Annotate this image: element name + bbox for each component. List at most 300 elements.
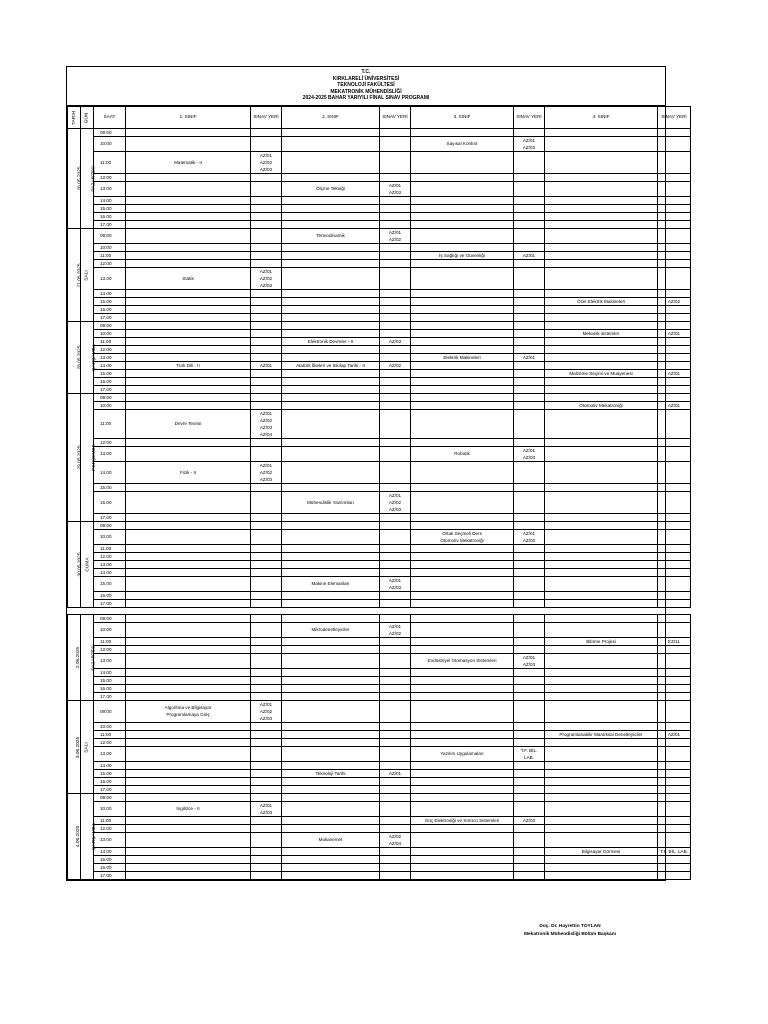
room-cell-class-3 [514,568,545,576]
course-cell-class-3 [411,128,514,136]
room-cell-class-1 [251,738,282,746]
course-cell-class-3 [411,337,514,345]
schedule-row [68,446,691,461]
course-cell-class-2 [282,259,380,267]
course-cell-class-1 [126,297,251,305]
schedule-row [68,614,691,622]
course-cell-class-2 [282,377,380,385]
course-cell-class-3 [411,824,514,832]
schedule-row [68,267,691,289]
room-cell-class-4 [658,599,691,607]
course-cell-class-1 [126,289,251,297]
schedule-row [68,700,691,722]
room-cell-class-3 [514,599,545,607]
room-cell-class-4 [658,568,691,576]
room-cell-class-3: T.F. BİL. LAB. [514,746,545,761]
schedule-row [68,212,691,220]
course-cell-class-1 [126,855,251,863]
time-cell: 17.00 [94,785,126,793]
course-cell-class-2 [282,560,380,568]
room-cell-class-1 [251,337,282,345]
room-cell-class-4 [658,769,691,777]
room-cell-class-1 [251,513,282,521]
room-cell-class-3 [514,393,545,401]
course-cell-class-1 [126,228,251,243]
time-cell: 10:00 [94,243,126,251]
room-cell-class-4 [658,684,691,692]
course-cell-class-3 [411,847,514,855]
room-cell-class-1 [251,599,282,607]
room-cell-class-2: AZ/03 [380,337,411,345]
time-cell: 14.00 [94,761,126,769]
schedule-row [68,871,691,879]
room-cell-class-3 [514,313,545,321]
signature-name: Doç. Dr. Hayrettin TOYLAN [539,924,601,929]
schedule-table [67,106,691,880]
course-cell-class-2 [282,816,380,824]
room-cell-class-2 [380,653,411,668]
room-cell-class-4 [658,228,691,243]
time-cell: 17.00 [94,692,126,700]
room-cell-class-2 [380,684,411,692]
time-cell: 09:00 [94,614,126,622]
course-cell-class-4 [545,259,658,267]
room-cell-class-2 [380,313,411,321]
schedule-row [68,401,691,409]
date-text: 4.06.2025 [76,825,82,848]
course-cell-class-4 [545,761,658,769]
room-cell-class-2 [380,446,411,461]
course-cell-class-1 [126,832,251,847]
room-cell-class-2 [380,692,411,700]
time-cell: 12.00 [94,552,126,560]
room-cell-class-1 [251,220,282,228]
column-header-room: SINAV YERİ [514,106,545,128]
room-cell-class-4: AZ/01 [658,369,691,377]
room-cell-class-3 [514,560,545,568]
time-cell: 09:00 [94,700,126,722]
room-cell-class-4 [658,722,691,730]
course-cell-class-3: Endüstriyel Otomasyon Sistemleri [411,653,514,668]
course-cell-class-2 [282,461,380,483]
column-header-class-2: 2. SINIF [282,106,380,128]
course-cell-class-3: İş Sağlığı ve Güvenliği [411,251,514,259]
date-cell [68,393,81,521]
course-cell-class-1 [126,599,251,607]
room-cell-class-3: AZ/01 AZ/03 [514,529,545,544]
course-cell-class-2 [282,653,380,668]
course-cell-class-3 [411,345,514,353]
time-cell: 16.00 [94,684,126,692]
course-cell-class-1 [126,871,251,879]
time-cell: 10:00 [94,401,126,409]
room-cell-class-1 [251,297,282,305]
course-cell-class-3 [411,438,514,446]
room-cell-class-1 [251,684,282,692]
room-cell-class-4 [658,337,691,345]
course-cell-class-4 [545,385,658,393]
course-cell-class-3 [411,676,514,684]
course-cell-class-3 [411,228,514,243]
schedule-row [68,801,691,816]
course-cell-class-4: Özel Elektrik Makineleri [545,297,658,305]
course-cell-class-2 [282,289,380,297]
room-cell-class-4 [658,377,691,385]
room-cell-class-3 [514,700,545,722]
time-cell: 17.00 [94,220,126,228]
room-cell-class-4 [658,832,691,847]
course-cell-class-3 [411,220,514,228]
room-cell-class-1 [251,560,282,568]
room-cell-class-4 [658,136,691,151]
time-cell: 13.00 [94,560,126,568]
room-cell-class-1 [251,385,282,393]
room-cell-class-1 [251,251,282,259]
room-cell-class-4 [658,409,691,438]
room-cell-class-3 [514,377,545,385]
time-cell: 14.00 [94,289,126,297]
header-line: 2024-2025 BAHAR YARIYILI FİNAL SINAV PROGRAMI [302,95,430,101]
course-cell-class-3 [411,521,514,529]
room-cell-class-4 [658,128,691,136]
course-cell-class-2 [282,529,380,544]
schedule-row [68,832,691,847]
room-cell-class-2 [380,645,411,653]
course-cell-class-3 [411,204,514,212]
schedule-row [68,289,691,297]
room-cell-class-3 [514,491,545,513]
schedule-row [68,353,691,361]
room-cell-class-1 [251,761,282,769]
course-cell-class-4 [545,544,658,552]
room-cell-class-4: T.F. BİL. LAB. [658,847,691,855]
course-cell-class-4 [545,305,658,313]
schedule-row [68,128,691,136]
course-cell-class-1: İngilizce - II [126,801,251,816]
date-text: 28.05.2025 [77,345,83,370]
room-cell-class-2: AZ/01 AZ/02 [380,622,411,637]
room-cell-class-2 [380,847,411,855]
schedule-row [68,863,691,871]
column-header-room: SINAV YERİ [251,106,282,128]
course-cell-class-4 [545,220,658,228]
course-cell-class-3 [411,801,514,816]
time-cell: 16.00 [94,491,126,513]
course-cell-class-3 [411,401,514,409]
course-cell-class-1 [126,305,251,313]
room-cell-class-2 [380,668,411,676]
room-cell-class-2 [380,746,411,761]
course-cell-class-4 [545,576,658,591]
room-cell-class-2 [380,212,411,220]
course-cell-class-4 [545,785,658,793]
room-cell-class-3 [514,513,545,521]
time-cell: 11:00 [94,251,126,259]
column-header-date: TARİH [68,106,81,128]
room-cell-class-1: AZ/01 AZ/02 AZ/03 [251,461,282,483]
room-cell-class-4 [658,212,691,220]
time-cell: 11:00 [94,637,126,645]
course-cell-class-4 [545,622,658,637]
schedule-row [68,181,691,196]
room-cell-class-4 [658,560,691,568]
room-cell-class-3 [514,483,545,491]
time-cell: 12:00 [94,738,126,746]
course-cell-class-3 [411,855,514,863]
course-cell-class-4 [545,676,658,684]
room-cell-class-3 [514,738,545,746]
time-cell: 16.00 [94,305,126,313]
room-cell-class-4: EZ/11 [658,637,691,645]
room-cell-class-1: AZ/01 AZ/02 AZ/03 [251,151,282,173]
course-cell-class-3 [411,393,514,401]
schedule-row [68,599,691,607]
day-text: PAZARTESİ [91,644,97,671]
room-cell-class-4 [658,305,691,313]
room-cell-class-1: AZ/01 AZ/03 [251,801,282,816]
course-cell-class-1 [126,824,251,832]
room-cell-class-1 [251,637,282,645]
course-cell-class-3 [411,614,514,622]
time-cell: 10.00 [94,529,126,544]
course-cell-class-1 [126,560,251,568]
room-cell-class-1 [251,329,282,337]
course-cell-class-1 [126,521,251,529]
schedule-row [68,513,691,521]
schedule-row [68,544,691,552]
course-cell-class-2 [282,128,380,136]
course-cell-class-4 [545,692,658,700]
course-cell-class-1 [126,544,251,552]
schedule-row [68,438,691,446]
room-cell-class-2 [380,345,411,353]
time-cell: 16.00 [94,377,126,385]
room-cell-class-2 [380,220,411,228]
course-cell-class-2: Mühendislik Yazılımları [282,491,380,513]
header-line: TEKNOLOJİ FAKÜLTESİ [337,82,395,88]
room-cell-class-1 [251,591,282,599]
room-cell-class-2: AZ/01 AZ/03 [380,181,411,196]
course-cell-class-3 [411,461,514,483]
course-cell-class-4 [545,700,658,722]
room-cell-class-4 [658,521,691,529]
course-cell-class-4 [545,599,658,607]
room-cell-class-2 [380,568,411,576]
room-cell-class-2 [380,614,411,622]
room-cell-class-1: AZ/01 AZ/02 AZ/03 [251,700,282,722]
time-cell: 14.00 [94,568,126,576]
room-cell-class-2 [380,401,411,409]
room-cell-class-1 [251,832,282,847]
course-cell-class-1: Matematik - II [126,151,251,173]
course-cell-class-2 [282,855,380,863]
course-cell-class-1 [126,746,251,761]
course-cell-class-4 [545,824,658,832]
course-cell-class-2 [282,599,380,607]
room-cell-class-3 [514,645,545,653]
course-cell-class-1 [126,645,251,653]
room-cell-class-3 [514,730,545,738]
room-cell-class-2 [380,676,411,684]
course-cell-class-2 [282,297,380,305]
header-line: MEKATRONİK MÜHENDİSLİĞİ [330,88,402,95]
document-header [67,67,665,106]
room-cell-class-2 [380,243,411,251]
course-cell-class-1 [126,793,251,801]
time-cell: 11:00 [94,151,126,173]
schedule-row [68,393,691,401]
schedule-row [68,136,691,151]
course-cell-class-4 [545,871,658,879]
course-cell-class-4 [545,393,658,401]
room-cell-class-2 [380,560,411,568]
course-cell-class-2 [282,568,380,576]
room-cell-class-1 [251,377,282,385]
course-cell-class-1 [126,337,251,345]
course-cell-class-2 [282,521,380,529]
room-cell-class-3 [514,761,545,769]
course-cell-class-3 [411,591,514,599]
time-cell: 11.00 [94,337,126,345]
room-cell-class-4 [658,761,691,769]
course-cell-class-2 [282,401,380,409]
course-cell-class-2 [282,267,380,289]
day-text: PERŞEMBE [91,444,97,471]
course-cell-class-2 [282,777,380,785]
day-text: ÇARŞAMBA [91,823,97,850]
course-cell-class-1 [126,676,251,684]
room-cell-class-1 [251,847,282,855]
room-cell-class-2 [380,369,411,377]
course-cell-class-3 [411,832,514,847]
room-cell-class-3 [514,369,545,377]
course-cell-class-4: Programlanabilir Mantıksal Denetleyiciler [545,730,658,738]
course-cell-class-4 [545,513,658,521]
course-cell-class-1 [126,785,251,793]
schedule-row [68,568,691,576]
room-cell-class-3 [514,212,545,220]
course-cell-class-2 [282,761,380,769]
room-cell-class-3 [514,684,545,692]
time-cell: 17.00 [94,513,126,521]
room-cell-class-2: AZ/02 [380,361,411,369]
room-cell-class-4 [658,871,691,879]
course-cell-class-1 [126,438,251,446]
room-cell-class-2 [380,637,411,645]
room-cell-class-3 [514,622,545,637]
course-cell-class-4 [545,769,658,777]
time-cell: 12:00 [94,438,126,446]
course-cell-class-3 [411,684,514,692]
schedule-row [68,824,691,832]
day-text: PAZARTESİ [91,165,97,192]
day-cell [81,700,94,793]
course-cell-class-3 [411,769,514,777]
date-cell [68,700,81,793]
course-cell-class-2 [282,730,380,738]
room-cell-class-1 [251,676,282,684]
course-cell-class-1 [126,777,251,785]
room-cell-class-1 [251,793,282,801]
room-cell-class-2 [380,259,411,267]
room-cell-class-1 [251,855,282,863]
schedule-row [68,337,691,345]
course-cell-class-4: Bilgisayar Görmesi [545,847,658,855]
column-header-class-1: 1. SINIF [126,106,251,128]
column-header-room: SINAV YERİ [380,106,411,128]
schedule-row [68,409,691,438]
room-cell-class-4 [658,173,691,181]
course-cell-class-4 [545,591,658,599]
day-cell [81,793,97,879]
course-cell-class-1 [126,385,251,393]
schedule-row [68,816,691,824]
room-cell-class-2 [380,591,411,599]
course-cell-class-1 [126,491,251,513]
time-cell: 09:00 [94,793,126,801]
course-cell-class-3 [411,361,514,369]
course-cell-class-4 [545,136,658,151]
course-cell-class-4 [545,337,658,345]
course-cell-class-2 [282,196,380,204]
course-cell-class-3 [411,599,514,607]
course-cell-class-1 [126,552,251,560]
day-text: CUMA [85,557,91,572]
course-cell-class-4 [545,438,658,446]
course-cell-class-3 [411,377,514,385]
course-cell-class-4: Mekanik sistemler [545,329,658,337]
time-cell: 09:00 [94,321,126,329]
time-cell: 14.00 [94,361,126,369]
time-cell: 14.00 [94,196,126,204]
course-cell-class-1 [126,684,251,692]
time-cell: 11:00 [94,816,126,824]
course-cell-class-2 [282,544,380,552]
course-cell-class-4 [545,196,658,204]
room-cell-class-3 [514,461,545,483]
schedule-row [68,220,691,228]
room-cell-class-3: AZ/01 AZ/03 [514,136,545,151]
room-cell-class-3 [514,409,545,438]
course-cell-class-4 [545,816,658,824]
room-cell-class-2 [380,738,411,746]
course-cell-class-3 [411,568,514,576]
course-cell-class-3 [411,321,514,329]
schedule-row [68,761,691,769]
signature-title: Mekatronik Mühendisliği Bölüm Başkanı [524,932,616,937]
course-cell-class-3 [411,552,514,560]
course-cell-class-3 [411,181,514,196]
schedule-row [68,361,691,369]
time-cell: 13.00 [94,267,126,289]
date-cell [68,321,81,393]
course-cell-class-3 [411,871,514,879]
room-cell-class-4 [658,576,691,591]
room-cell-class-3 [514,345,545,353]
time-cell: 15.00 [94,297,126,305]
schedule-row [68,684,691,692]
room-cell-class-1 [251,622,282,637]
date-cell [68,228,81,321]
time-cell: 15.00 [94,483,126,491]
room-cell-class-3 [514,722,545,730]
course-cell-class-1 [126,128,251,136]
time-cell: 13.00 [94,446,126,461]
course-cell-class-3 [411,313,514,321]
course-cell-class-1 [126,483,251,491]
course-cell-class-2 [282,552,380,560]
room-cell-class-3 [514,801,545,816]
